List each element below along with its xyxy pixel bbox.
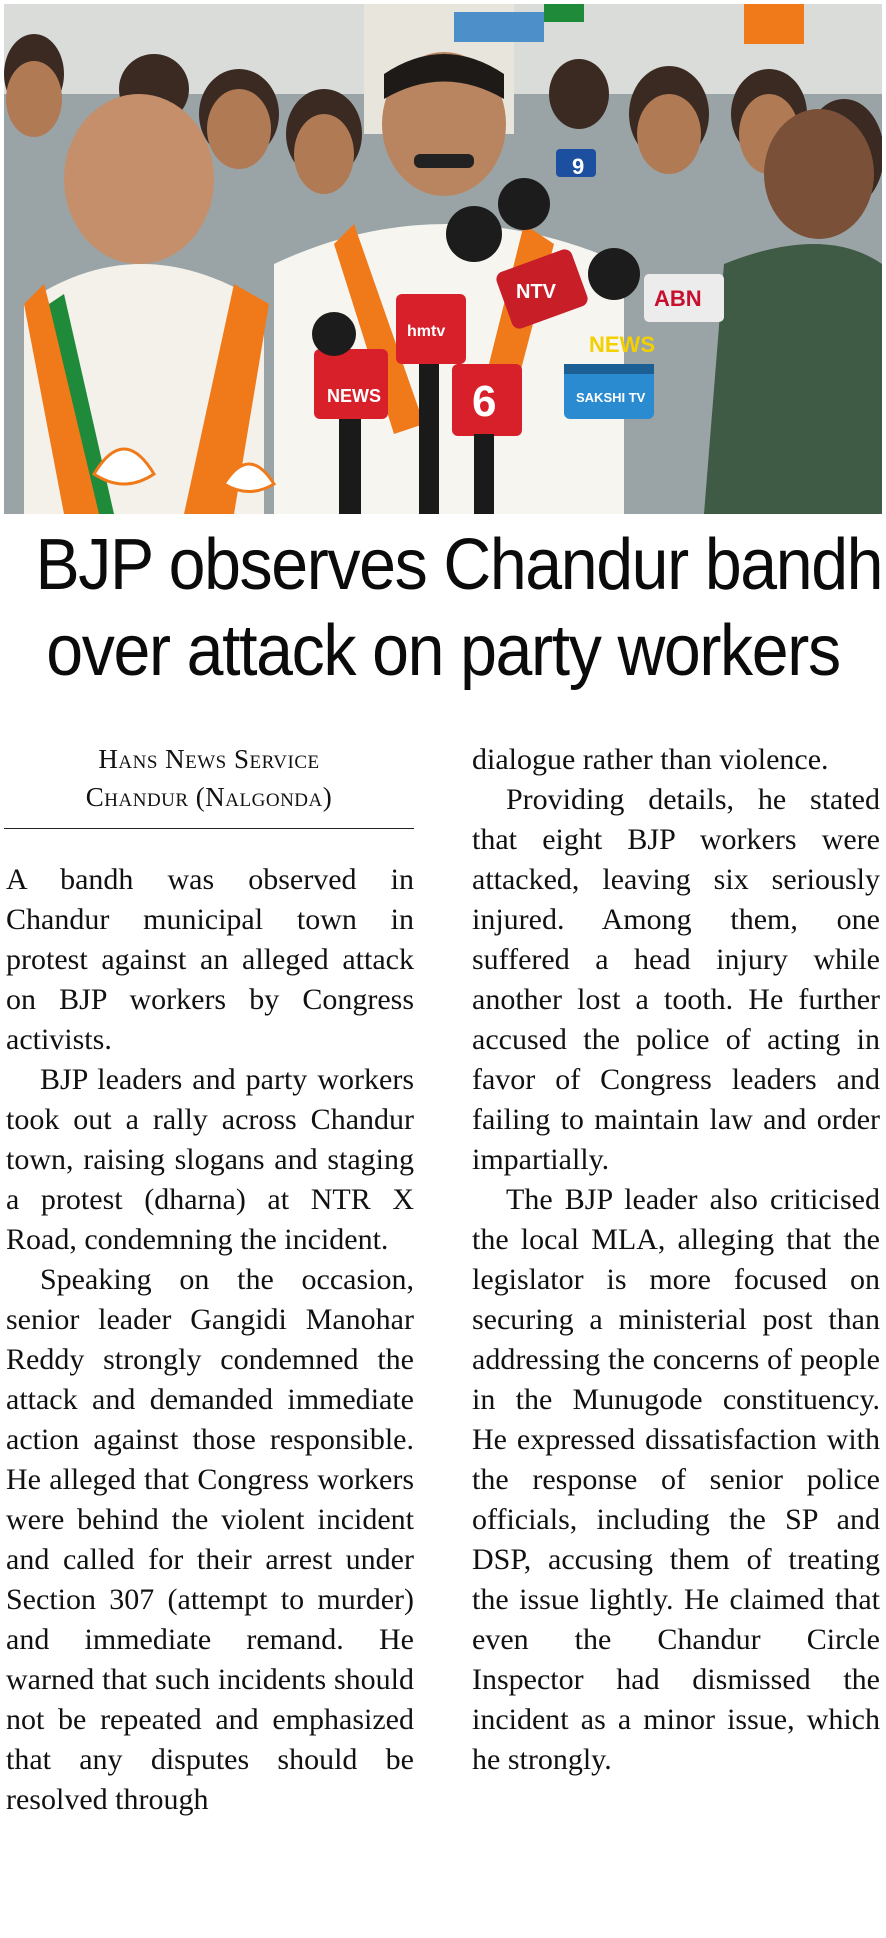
news-photo-illustration — [4, 4, 882, 514]
headline-line-2: over attack on party workers — [46, 611, 840, 691]
byline-location: Chandur (Nalgonda) — [85, 782, 333, 812]
byline — [4, 740, 414, 816]
article-paragraph: BJP leaders and party workers took out a rally across Chandur town, raising slogans and staging a protest (dharna) at NTR X Road, condemning the incident. — [6, 1063, 414, 1256]
article-paragraph: Providing details, he stated that eight BJP workers were attacked, leaving six seriously injured. Among them, one suffered a head injury while another lost a tooth. He further accused the police of acting in favor of Congress leaders and failing to maintain law and order impartially. — [472, 783, 880, 1176]
mic-label-9: 9 — [572, 154, 585, 179]
byline-service: Hans News Service — [98, 744, 320, 774]
article-column-left — [6, 860, 414, 1820]
mic-label-inews: NEWS — [327, 386, 381, 406]
mic-label-news: NEWS — [589, 332, 655, 357]
article-paragraph: A bandh was observed in Chandur municipal town in protest against an alleged attack on BJP workers by Congress activists. — [6, 863, 414, 1056]
article-paragraph: The BJP leader also criticised the local MLA, alleging that the legislator is more focused on securing a ministerial post than addressing the concerns of people in the Munugode constituency. He expressed dissatisfaction with the response of senior police officials, including the SP and DSP, accusing them of treating the issue lightly. He claimed that even the Chandur Circle Inspector had dismissed the incident as a minor issue, which he strongly. — [472, 1183, 880, 1776]
mic-label-hmtv: hmtv — [407, 323, 446, 340]
article-paragraph-continued: dialogue rather than violence. — [472, 743, 829, 776]
mic-label-ntv: NTV — [516, 281, 556, 303]
article-paragraph: Speaking on the occasion, senior leader Gangidi Manohar Reddy strongly condemned the attack and demanded immediate action against those responsible. He alleged that Congress workers were behind the violent incident and called for their arrest under Section 307 (attempt to murder) and immediate remand. He warned that such incidents should not be repeated and emphasized that any disputes should be resolved through — [6, 1263, 414, 1816]
headline — [35, 522, 883, 694]
mic-label-6tv: 6 — [472, 377, 497, 426]
mic-label-sakshi: SAKSHI TV — [576, 390, 646, 405]
news-photo — [4, 4, 882, 514]
mic-label-abn: ABN — [654, 286, 702, 311]
article-column-right — [472, 740, 880, 1780]
byline-divider — [4, 828, 414, 829]
headline-line-1: BJP observes Chandur bandh — [35, 525, 883, 605]
